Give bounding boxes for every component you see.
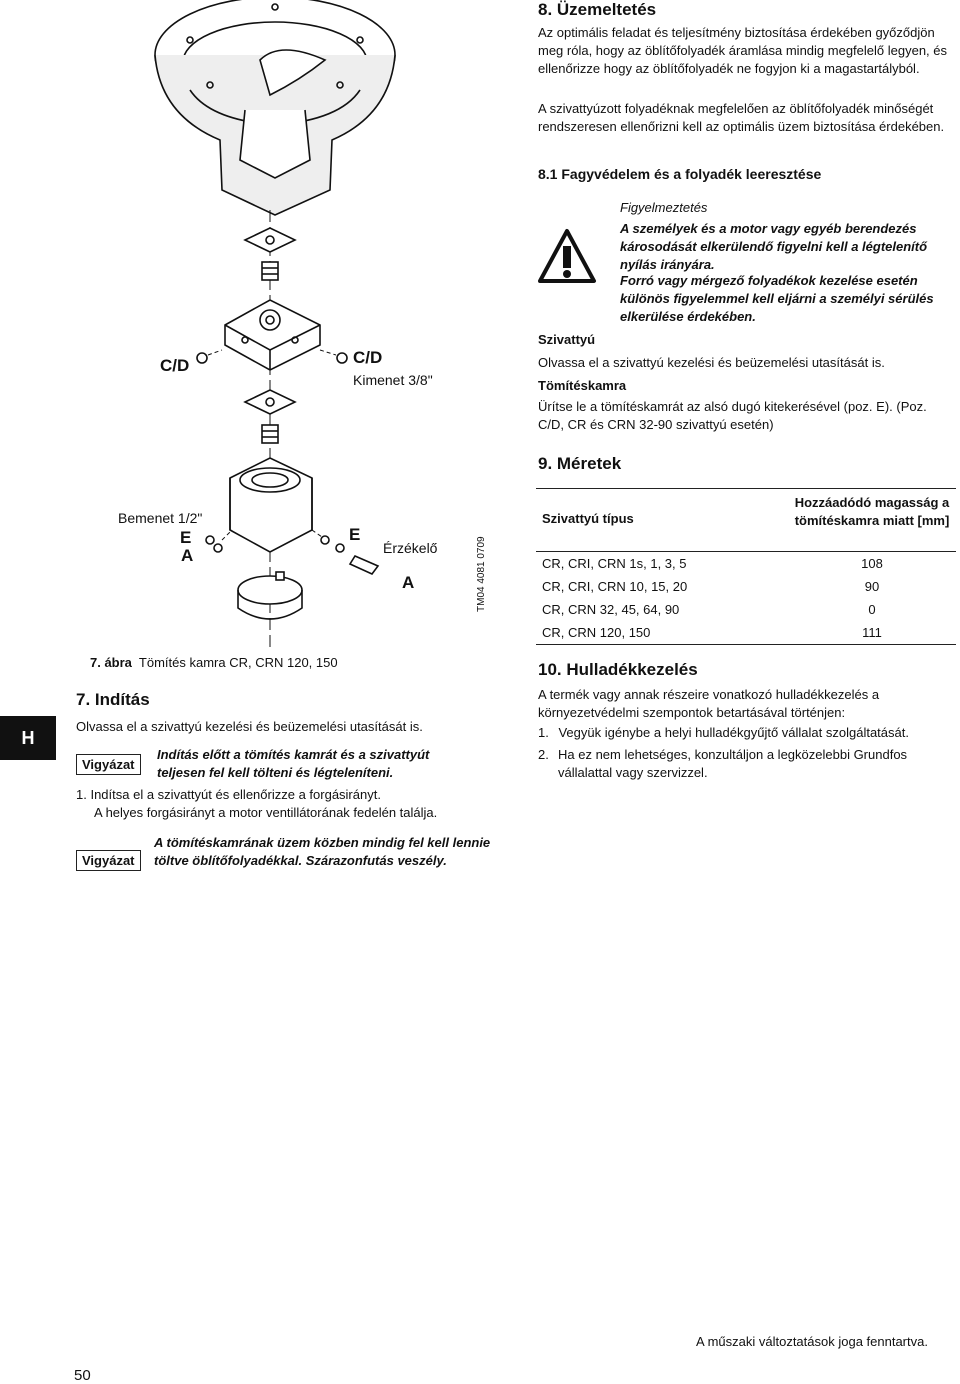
cell-pump-type: CR, CRI, CRN 10, 15, 20: [542, 579, 688, 594]
item-row: [538, 746, 958, 782]
pump-text: Olvassa el a szivattyú kezelési és beüzemelési utasítását is.: [538, 355, 885, 370]
seal-chamber-exploded-drawing: [150, 0, 500, 650]
section9-heading: 9. Méretek: [538, 454, 622, 473]
caution-box-2: [76, 850, 141, 871]
item-number: 2.: [538, 747, 549, 762]
table-row: [536, 552, 956, 575]
label-e-left: E: [180, 528, 192, 547]
table-header: [536, 488, 956, 552]
label-cd-right: C/D: [353, 348, 383, 367]
section8-1-heading: 8.1 Fagyvédelem és a folyadék leeresztése: [538, 166, 822, 182]
col-added-height: Hozzáadódó magasság a tömítéskamra miatt [mm]: [794, 495, 950, 528]
figure-caption-number: 7. ábra: [90, 655, 132, 670]
caution-text-1: Indítás előtt a tömítés kamrát és a szivattyút teljesen fel kell tölteni és légteleníteni.: [157, 747, 430, 780]
cell-pump-type: CR, CRN 120, 150: [542, 625, 651, 640]
section7-para: Olvassa el a szivattyú kezelési és beüzemelési utasítását is.: [76, 719, 423, 734]
table-row: [536, 598, 956, 621]
pump-label: Szivattyú: [538, 332, 596, 347]
dimensions-table: [536, 488, 956, 645]
item-number: 1.: [538, 725, 549, 740]
startup-step-1: [76, 786, 506, 822]
label-sensor: Érzékelő: [383, 540, 438, 556]
item-text: Ha ez nem lehetséges, konzultáljon a legközelebbi Grundfos vállalattal vagy szervizzel.: [558, 747, 908, 780]
page-number: 50: [74, 1367, 91, 1384]
warning-icon: [537, 228, 597, 284]
label-e-right: E: [349, 525, 361, 544]
table-row: [536, 621, 956, 644]
figure-caption: [90, 654, 338, 672]
chamber-text: Ürítse le a tömítéskamrát az alsó dugó kitekerésével (poz. E). (Poz. C/D, CR és CRN 32-90 szivattyú esetén): [538, 399, 927, 432]
chamber-label: Tömítéskamra: [538, 378, 627, 393]
section8-para-2: A szivattyúzott folyadéknak megfelelően az öblítőfolyadék minőségét rendszeresen ellenőrizni kell az optimális üzem biztosítása érdekében.: [538, 101, 945, 134]
cell-pump-type: CR, CRN 32, 45, 64, 90: [542, 602, 680, 617]
cell-added-height: 90: [864, 579, 880, 594]
caution-text-2: A tömítéskamrának üzem közben mindig fel kell lennie töltve öblítőfolyadékkal. Szárazonfutás veszély.: [154, 835, 491, 868]
item-text: Vegyük igénybe a helyi hulladékgyűjtő vállalat szolgáltatását.: [558, 725, 909, 740]
warning-text-2: Forró vagy mérgező folyadékok kezelése esetén különös figyelemmel kell eljárni a személyi sérülés elkerülése érdekében.: [620, 273, 934, 324]
footer-note: A műszaki változtatások joga fenntartva.: [696, 1334, 928, 1349]
label-a-right: A: [402, 573, 415, 592]
cell-added-height: 0: [868, 602, 876, 617]
section7-heading: 7. Indítás: [76, 690, 150, 709]
label-inlet: Bemenet 1/2": [118, 510, 203, 526]
table-row: [536, 575, 956, 598]
col-pump-type: Szivattyú típus: [542, 511, 634, 526]
label-a-left: A: [181, 546, 194, 565]
caution-label-1: Vigyázat: [76, 754, 141, 775]
section8-para-1: Az optimális feladat és teljesítmény biztosítása érdekében győződjön meg róla, hogy az öblítőfolyadék áramlása mindig megfelelő legyen, és ellenőrizze hogy az öblítőfolyadék ne fogyjon ki a magastartályból.: [538, 25, 948, 76]
step-text-2: A helyes forgásirányt a motor ventillátorának fedelén találja.: [94, 805, 438, 820]
cell-added-height: 108: [861, 556, 883, 571]
disposal-item-1: [538, 724, 958, 742]
table-bottom-rule: [536, 644, 956, 645]
caution-label-2: Vigyázat: [76, 850, 141, 871]
section8-heading: 8. Üzemeltetés: [538, 0, 657, 19]
cell-added-height: 111: [862, 625, 882, 640]
label-outlet: Kimenet 3/8": [353, 372, 433, 388]
step-number: 1.: [76, 787, 87, 802]
tm-code: TM04 4081 0709: [476, 536, 487, 612]
disposal-item-2: [538, 746, 958, 782]
cell-pump-type: CR, CRI, CRN 1s, 1, 3, 5: [542, 556, 687, 571]
language-tab: H: [0, 716, 56, 760]
table-body: [536, 552, 956, 644]
caution-box-1: [76, 754, 141, 775]
label-cd-left: C/D: [160, 356, 190, 375]
section10-heading: 10. Hulladékkezelés: [538, 660, 698, 679]
step-text: Indítsa el a szivattyút és ellenőrizze a forgásirányt.: [90, 787, 381, 802]
section10-intro: A termék vagy annak részeire vonatkozó hulladékkezelés a környezetvédelmi szempontok betartásával történjen:: [538, 687, 880, 720]
warning-text-1: A személyek és a motor vagy egyéb berendezés károsodását elkerülendő figyelni kell a légtelenítő nyílás irányára.: [620, 221, 928, 272]
figure-caption-text: Tömítés kamra CR, CRN 120, 150: [138, 655, 338, 670]
warning-title: Figyelmeztetés: [620, 200, 708, 215]
